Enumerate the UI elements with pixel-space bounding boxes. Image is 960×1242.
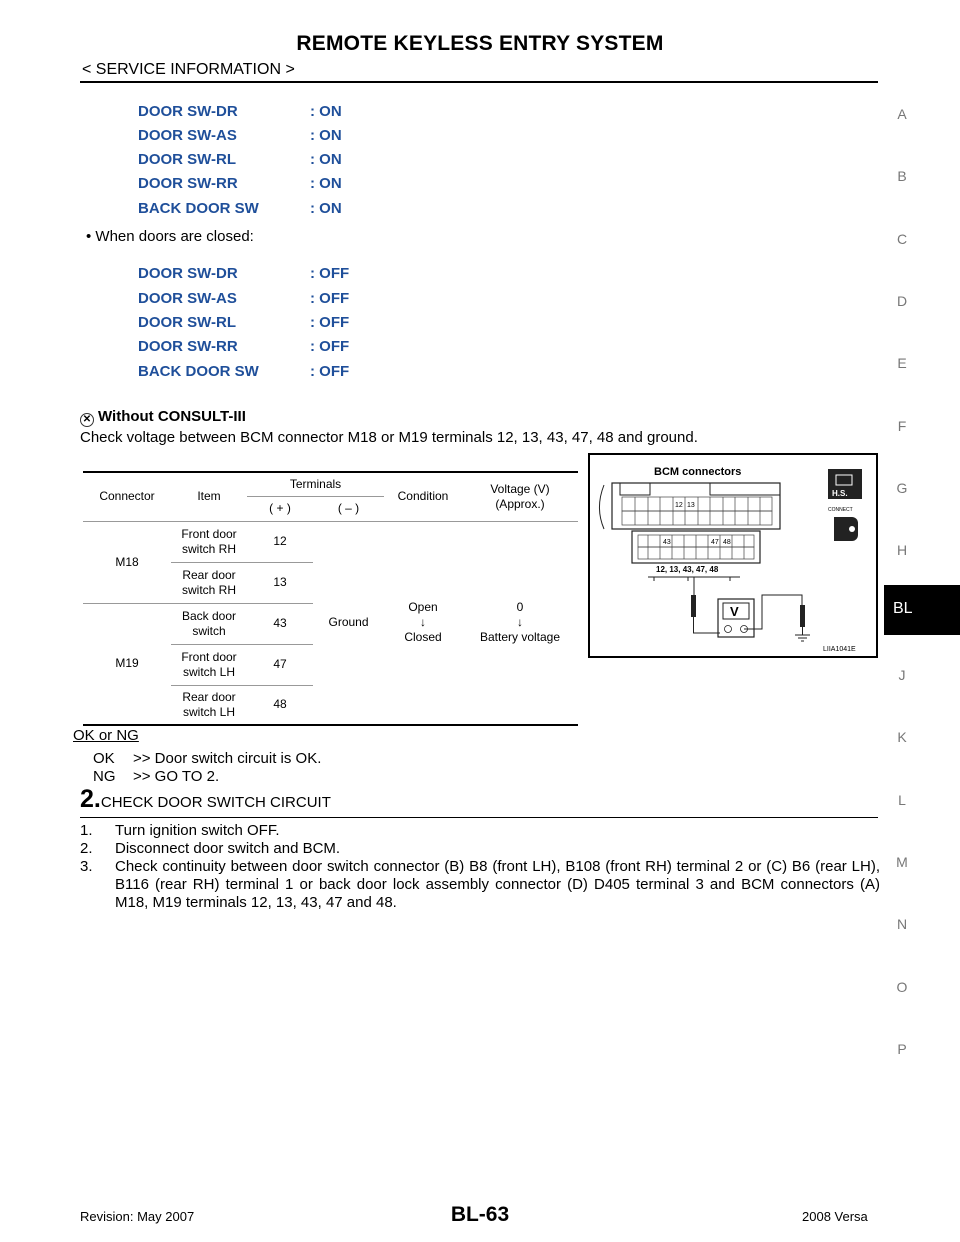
header-plus: ( + ) xyxy=(247,496,313,521)
hs-badge-label: H.S. xyxy=(832,489,848,498)
footer-revision: Revision: May 2007 xyxy=(80,1209,195,1224)
terminals-label: 12, 13, 43, 47, 48 xyxy=(656,565,719,574)
bcm-connector-diagram xyxy=(590,455,876,656)
cell-item: Rear door switch LH xyxy=(171,685,247,725)
positive-probe xyxy=(691,595,696,617)
ground-probe xyxy=(800,605,805,627)
header-rule xyxy=(80,81,878,83)
closed-state-row: DOOR SW-RR : OFF xyxy=(138,338,350,355)
cell-ground: Ground xyxy=(313,521,384,725)
header-item: Item xyxy=(171,472,247,521)
voltage-spec-table xyxy=(83,471,578,726)
upper-pin-grid xyxy=(622,497,772,525)
closed-intro: • When doors are closed: xyxy=(86,228,254,245)
page-title: REMOTE KEYLESS ENTRY SYSTEM xyxy=(296,32,664,55)
cell-terminal: 48 xyxy=(247,685,313,725)
index-tab-active[interactable] xyxy=(884,585,960,635)
index-tab-label: BL xyxy=(893,600,913,617)
figure-title: BCM connectors xyxy=(654,466,742,478)
cell-condition: Open ↓ Closed xyxy=(384,521,462,725)
cell-item: Front door switch LH xyxy=(171,644,247,685)
header-connector: Connector xyxy=(83,472,171,521)
open-state-row: DOOR SW-RL : ON xyxy=(138,151,342,168)
positive-lead xyxy=(694,617,721,633)
table-row xyxy=(83,521,578,562)
step2-rule xyxy=(80,817,878,818)
cell-connector: M19 xyxy=(83,603,171,725)
header-condition: Condition xyxy=(384,472,462,521)
index-letter-p[interactable]: P xyxy=(897,1041,907,1057)
index-letter-g[interactable]: G xyxy=(896,480,908,496)
result-ok-row: OK >> Door switch circuit is OK. xyxy=(93,750,322,767)
footer-model: 2008 Versa xyxy=(802,1209,868,1224)
closed-state-row: DOOR SW-RL : OFF xyxy=(138,314,350,331)
closed-state-row: BACK DOOR SW : OFF xyxy=(138,363,350,380)
index-letter-e[interactable]: E xyxy=(897,355,907,371)
pin-47-label: 47 xyxy=(711,539,719,546)
closed-state-row: DOOR SW-AS : OFF xyxy=(138,290,350,307)
result-heading: OK or NG xyxy=(73,727,139,744)
voltmeter-label: V xyxy=(730,604,739,619)
index-letter-m[interactable]: M xyxy=(896,854,908,870)
list-item: 1. Turn ignition switch OFF. xyxy=(80,822,280,839)
cell-connector: M18 xyxy=(83,521,171,603)
bcm-connector-figure xyxy=(588,453,878,658)
cell-item: Rear door switch RH xyxy=(171,562,247,603)
cell-terminal: 47 xyxy=(247,644,313,685)
cell-terminal: 43 xyxy=(247,603,313,644)
result-ng-row: NG >> GO TO 2. xyxy=(93,768,220,785)
positive-jack-icon xyxy=(725,626,732,633)
connect-label: CONNECT xyxy=(828,507,853,513)
index-letter-c[interactable]: C xyxy=(896,231,908,247)
footer-page-number: BL-63 xyxy=(450,1203,510,1226)
index-letter-a[interactable]: A xyxy=(897,106,907,122)
cell-voltage: 0 ↓ Battery voltage xyxy=(462,521,578,725)
header-voltage: Voltage (V) (Approx.) xyxy=(462,472,578,521)
upper-connector-latch xyxy=(620,483,780,495)
closed-state-row: DOOR SW-DR : OFF xyxy=(138,265,350,282)
index-letter-l[interactable]: L xyxy=(898,792,906,808)
cell-item: Back door switch xyxy=(171,603,247,644)
check-title: ✕ Without CONSULT-III xyxy=(80,408,246,426)
open-state-row: DOOR SW-AS : ON xyxy=(138,127,342,144)
index-letter-j[interactable]: J xyxy=(898,667,906,683)
list-item: 3. Check continuity between door switch connector (B) B8 (front LH), B108 (front RH) terminal 2 or (C) B6 (rear LH), B116 (rear RH) terminal 1 or back door lock assembly connector (D) D405 terminal 3 and BCM connectors (A) M18, M19 terminals 12, 13, 43, 47 and 48. xyxy=(80,858,880,911)
cell-terminal: 13 xyxy=(247,562,313,603)
connector-icon-hole xyxy=(849,526,855,532)
index-letter-o[interactable]: O xyxy=(896,979,908,995)
open-state-row: DOOR SW-RR : ON xyxy=(138,175,342,192)
header-minus: ( – ) xyxy=(313,496,384,521)
lower-pin-grid xyxy=(638,535,754,559)
index-letter-d[interactable]: D xyxy=(896,293,908,309)
index-letter-n[interactable]: N xyxy=(896,916,908,932)
upper-connector-edge xyxy=(600,485,605,529)
open-state-row: DOOR SW-DR : ON xyxy=(138,103,342,120)
step2-heading: 2.CHECK DOOR SWITCH CIRCUIT xyxy=(80,785,331,813)
open-state-row: BACK DOOR SW : ON xyxy=(138,200,342,217)
list-item: 2. Disconnect door switch and BCM. xyxy=(80,840,341,857)
tool-icon: ✕ xyxy=(80,413,94,427)
check-description: Check voltage between BCM connector M18 or M19 terminals 12, 13, 43, 47, 48 and ground. xyxy=(80,429,698,446)
figure-code: LIIA1041E xyxy=(823,646,856,653)
header-terminals: Terminals xyxy=(247,472,384,496)
ground-symbol-icon xyxy=(795,627,810,641)
index-letter-f[interactable]: F xyxy=(897,418,907,434)
pin-48-label: 48 xyxy=(723,539,731,546)
pin-43-label: 43 xyxy=(663,539,671,546)
index-letter-h[interactable]: H xyxy=(896,542,908,558)
section-label: < SERVICE INFORMATION > xyxy=(82,61,295,78)
index-letter-b[interactable]: B xyxy=(897,168,907,184)
negative-lead xyxy=(744,595,802,629)
pin-12-label: 12 xyxy=(675,502,683,509)
pin-13-label: 13 xyxy=(687,502,695,509)
upper-connector xyxy=(612,483,780,529)
cell-item: Front door switch RH xyxy=(171,521,247,562)
cell-terminal: 12 xyxy=(247,521,313,562)
index-letter-k[interactable]: K xyxy=(897,729,907,745)
